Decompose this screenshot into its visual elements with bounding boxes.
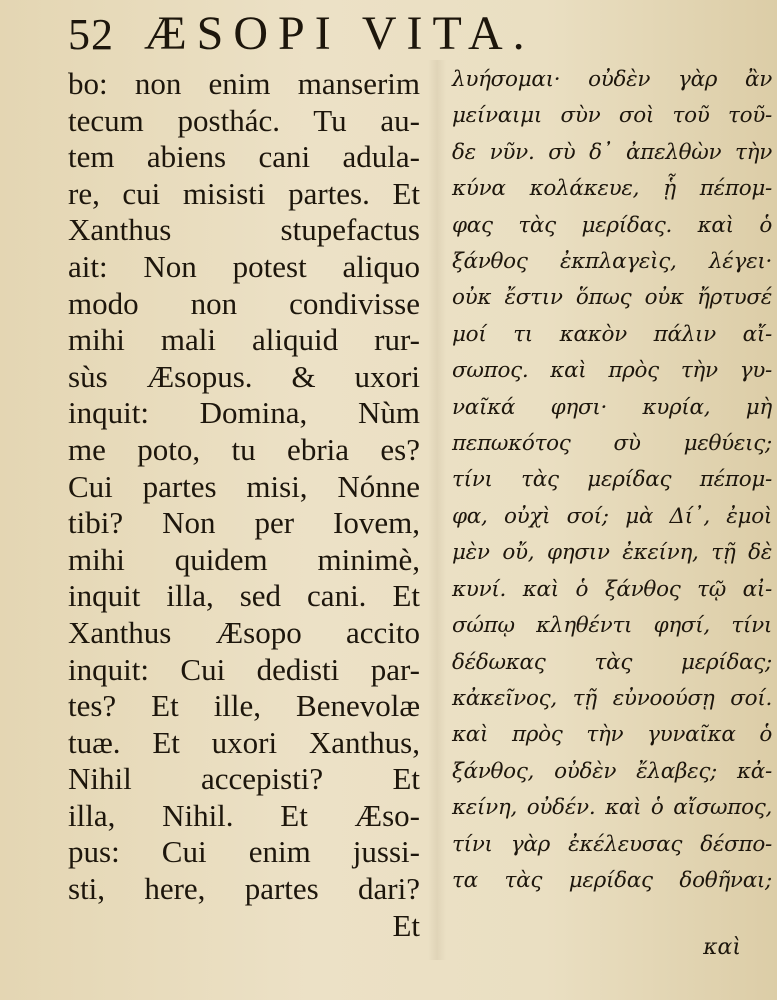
text-line: inquit: Domina, Nùm: [68, 395, 420, 431]
text-line: ξάνθος ἐκπλαγεὶς, λέγει·: [452, 249, 772, 275]
text-line: re, cui misisti partes. Et: [68, 175, 420, 211]
text-line: Xanthus Æsopo accito: [68, 614, 420, 650]
text-line: tecum posthác. Tu au-: [68, 102, 420, 138]
greek-text-column: [452, 62, 772, 899]
text-line: καὶ πρὸς τὴν γυναῖκα ὁ: [452, 722, 772, 748]
text-line: λυήσομαι· οὐδὲν γὰρ ἂν: [452, 67, 772, 92]
text-line: Et: [392, 907, 420, 943]
text-line: bo: non enim manserim: [68, 66, 420, 101]
text-line: σωπος. καὶ πρὸς τὴν γυ-: [452, 358, 772, 384]
text-line: κἀκεῖνος, τῇ εὐνοούσῃ σοί.: [452, 685, 772, 711]
page-header: [68, 6, 747, 64]
text-line: οὐκ ἔστιν ὅπως οὐκ ἤρτυσέ: [452, 285, 772, 311]
running-title: ÆSOPI VITA.: [144, 7, 535, 60]
text-line: ξάνθος, οὐδὲν ἔλαβες; κἀ-: [452, 758, 772, 784]
text-line: μοί τι κακὸν πάλιν αἴ-: [452, 321, 772, 347]
text-line: τίνι γὰρ ἐκέλευσας δέσπο-: [452, 831, 772, 857]
text-line: πεπωκότος σὺ μεθύεις;: [452, 431, 772, 457]
text-line: inquit illa, sed cani. Et: [68, 578, 420, 614]
text-line: inquit: Cui dedisti par-: [68, 651, 420, 687]
text-line: tem abiens cani adula-: [68, 139, 420, 175]
column-gutter: [428, 60, 446, 960]
text-line: sti, here, partes dari?: [68, 871, 420, 907]
text-line: κυνί. καὶ ὁ ξάνθος τῷ αἰ-: [452, 576, 772, 602]
text-line: φα, οὐχὶ σοί; μὰ Δί᾽, ἐμοὶ: [452, 503, 772, 529]
text-line: pus: Cui enim jussi-: [68, 834, 420, 870]
text-line: ναῖκά φησι· κυρία, μὴ: [452, 394, 772, 420]
text-line: τίνι τὰς μερίδας πέπομ-: [452, 467, 772, 493]
text-line: Cui partes misi, Nónne: [68, 468, 420, 504]
page-number: 52: [68, 10, 114, 59]
text-line: sùs Æsopus. & uxori: [68, 358, 420, 394]
text-line: tes? Et ille, Benevolæ: [68, 688, 420, 724]
text-line: δε νῦν. σὺ δ᾽ ἀπελθὼν τὴν: [452, 139, 772, 165]
text-line: tuæ. Et uxori Xanthus,: [68, 724, 420, 760]
text-line: me poto, tu ebria es?: [68, 431, 420, 467]
text-line: mihi quidem minimè,: [68, 541, 420, 577]
text-line: modo non condivisse: [68, 285, 420, 321]
text-line: tibi? Non per Iovem,: [68, 505, 420, 541]
text-line: κύνα κολάκευε, ᾗ πέπομ-: [452, 176, 772, 202]
text-line: illa, Nihil. Et Æso-: [68, 797, 420, 833]
text-line: σώπῳ κληθέντι φησί, τίνι: [452, 613, 772, 639]
text-line: τα τὰς μερίδας δοθῆναι;: [452, 867, 772, 893]
text-line: δέδωκας τὰς μερίδας;: [452, 649, 772, 675]
text-line: κείνη, οὐδέν. καὶ ὁ αἴσωπος,: [452, 795, 772, 821]
text-line: Nihil accepisti? Et: [68, 761, 420, 797]
text-line: μείναιμι σὺν σοὶ τοῦ τοῦ-: [452, 103, 772, 129]
latin-text-column: [68, 66, 420, 944]
text-line: mihi mali aliquid rur-: [68, 322, 420, 358]
text-line: μὲν οὔ, φησιν ἐκείνη, τῇ δὲ: [452, 540, 772, 566]
text-line: φας τὰς μερίδας. καὶ ὁ: [452, 212, 772, 238]
catchword: καὶ: [703, 935, 741, 960]
text-line: Xanthus stupefactus: [68, 212, 420, 248]
text-line: ait: Non potest aliquo: [68, 248, 420, 284]
